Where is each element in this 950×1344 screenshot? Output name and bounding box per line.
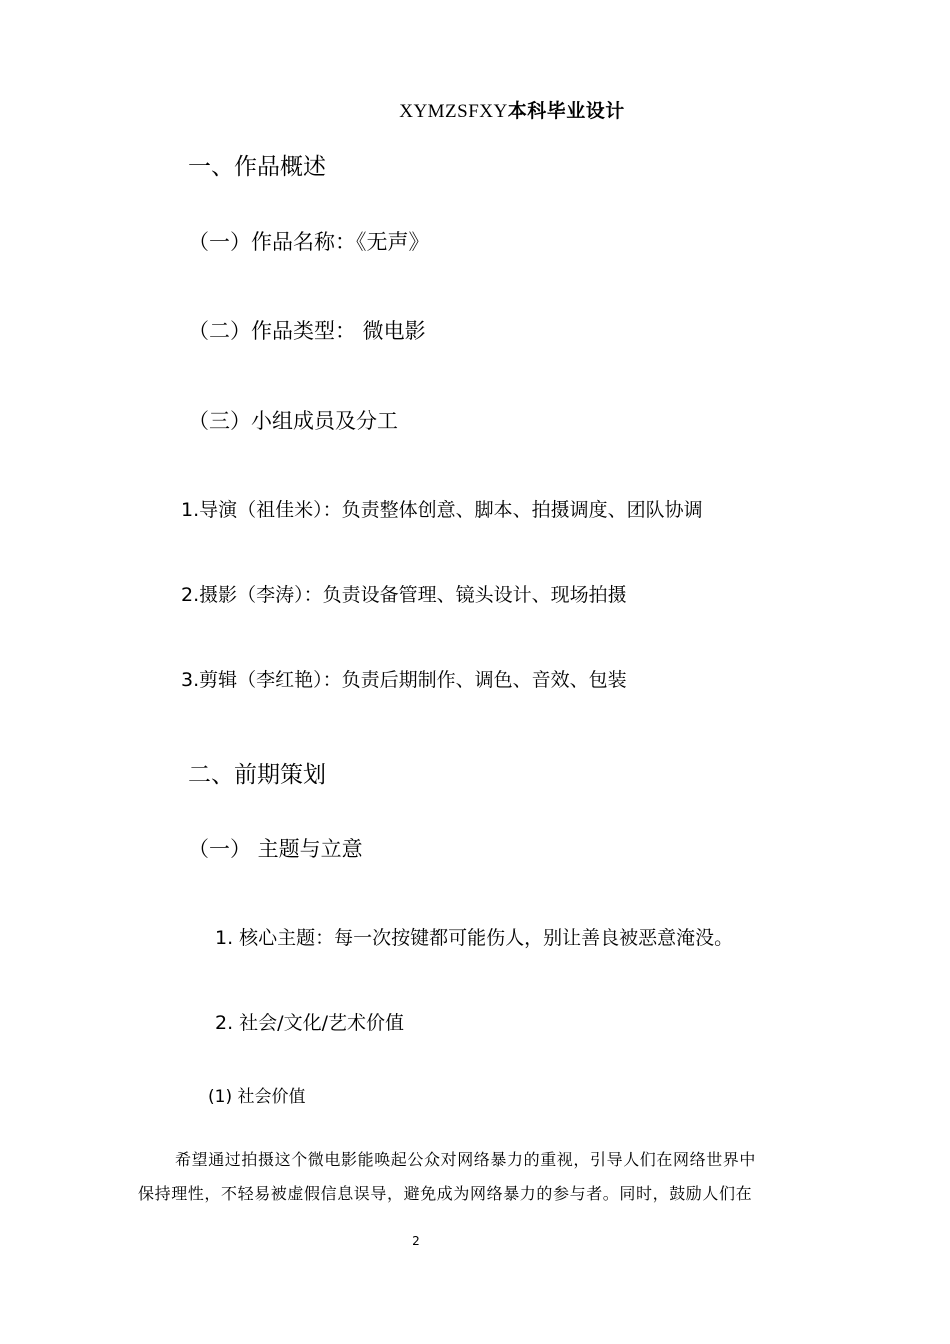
work-type: （二）作品类型： 微电影 [188, 319, 426, 343]
page-number: 2 [412, 1234, 420, 1248]
team-heading: （三）小组成员及分工 [188, 409, 398, 433]
paragraph-line-1: 希望通过拍摄这个微电影能唤起公众对网络暴力的重视，引导人们在网络世界中 [175, 1150, 757, 1169]
header-code: XYMZSFXY [399, 101, 508, 122]
page-header [0, 96, 950, 123]
header-title: 本科毕业设计 [507, 100, 625, 122]
member-camera: 2.摄影（李涛）：负责设备管理、镜头设计、现场拍摄 [181, 584, 627, 606]
social-value-heading: (1) 社会价值 [208, 1087, 306, 1107]
member-editor: 3.剪辑（李红艳）：负责后期制作、调色、音效、包装 [181, 669, 627, 691]
theme-heading: （一） 主题与立意 [188, 837, 363, 861]
paragraph-line-2: 保持理性，不轻易被虚假信息误导，避免成为网络暴力的参与者。同时，鼓励人们在 [138, 1184, 753, 1203]
value-heading: 2. 社会/文化/艺术价值 [215, 1012, 404, 1034]
member-director: 1.导演（祖佳米）：负责整体创意、脚本、拍摄调度、团队协调 [181, 499, 703, 521]
core-theme: 1. 核心主题：每一次按键都可能伤人，别让善良被恶意淹没。 [215, 927, 734, 949]
work-name: （一）作品名称：《无声》 [188, 230, 430, 254]
section-1-heading: 一、作品概述 [188, 154, 326, 180]
section-2-heading: 二、前期策划 [188, 762, 326, 788]
